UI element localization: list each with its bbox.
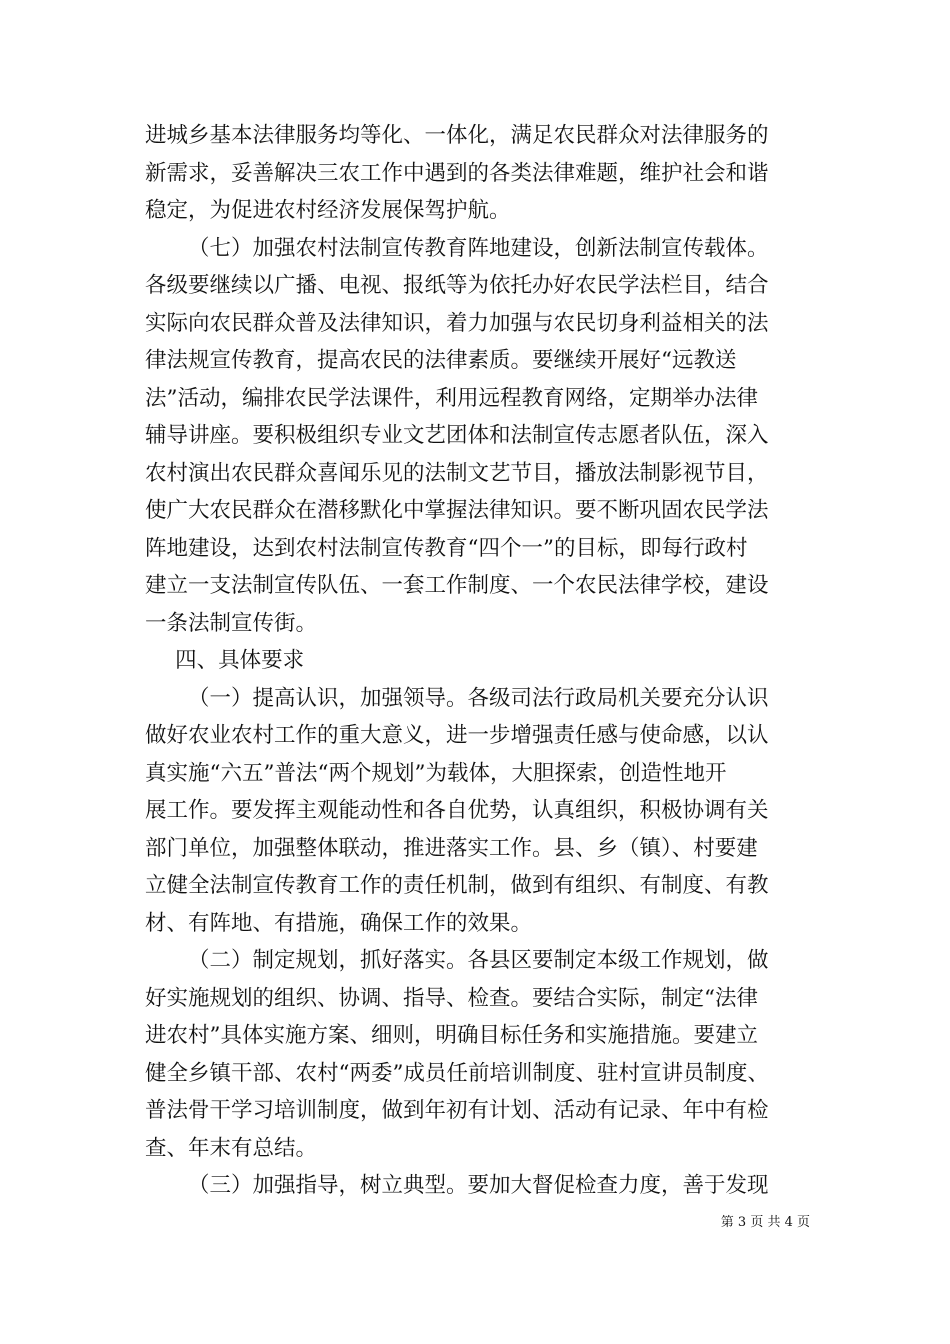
text-line: 建立一支法制宣传队伍、一套工作制度、一个农民法律学校，建设	[145, 573, 769, 598]
text-line: 健全乡镇干部、农村“两委”成员任前培训制度、驻村宣讲员制度、	[145, 1060, 769, 1086]
body-text	[145, 117, 810, 1205]
text-line: 一条法制宣传街。	[145, 610, 318, 636]
text-line: 好实施规划的组织、协调、指导、检查。要结合实际，制定“法律	[145, 985, 758, 1011]
text-line: 稳定，为促进农村经济发展保驾护航。	[145, 198, 511, 223]
text-line: 展工作。要发挥主观能动性和各自优势，认真组织，积极协调有关	[145, 798, 769, 823]
text-line: 农村演出农民群众喜闻乐见的法制文艺节目，播放法制影视节目，	[145, 460, 769, 486]
text-line: 各级要继续以广播、电视、报纸等为依托办好农民学法栏目，结合	[145, 273, 769, 298]
text-line: 真实施“六五”普法“两个规划”为载体，大胆探索，创造性地开	[145, 760, 727, 786]
text-line: 阵地建设，达到农村法制宣传教育“四个一”的目标，即每行政村	[145, 535, 748, 561]
text-line: 法”活动，编排农民学法课件，利用远程教育网络，定期举办法律	[145, 385, 758, 411]
text-line: （七）加强农村法制宣传教育阵地建设，创新法制宣传载体。	[188, 235, 769, 261]
text-line: 材、有阵地、有措施，确保工作的效果。	[145, 910, 533, 936]
text-line: 进农村”具体实施方案、细则，明确目标任务和实施措施。要建立	[145, 1023, 758, 1048]
text-line: （一）提高认识，加强领导。各级司法行政局机关要充分认识	[188, 685, 769, 711]
text-line: 做好农业农村工作的重大意义，进一步增强责任感与使命感，以认	[145, 723, 769, 748]
page-footer: 第 3 页 共 4 页	[720, 1215, 810, 1230]
text-line: （三）加强指导，树立典型。要加大督促检查力度，善于发现	[188, 1173, 769, 1198]
text-line: 立健全法制宣传教育工作的责任机制，做到有组织、有制度、有教	[145, 873, 769, 898]
text-line: 辅导讲座。要积极组织专业文艺团体和法制宣传志愿者队伍，深入	[145, 423, 769, 448]
text-line: 进城乡基本法律服务均等化、一体化，满足农民群众对法律服务的	[145, 123, 769, 148]
text-line: 实际向农民群众普及法律知识，着力加强与农民切身利益相关的法	[145, 310, 769, 336]
text-line: 律法规宣传教育，提高农民的法律素质。要继续开展好“远教送	[145, 348, 737, 373]
text-line: 部门单位，加强整体联动，推进落实工作。县、乡（镇）、村要建	[145, 835, 758, 861]
text-line: 四、具体要求	[175, 648, 305, 673]
text-line: 新需求，妥善解决三农工作中遇到的各类法律难题，维护社会和谐	[145, 160, 769, 186]
text-line: （二）制定规划，抓好落实。各县区要制定本级工作规划，做	[188, 948, 769, 973]
text-line: 查、年末有总结。	[145, 1135, 318, 1161]
text-line: 使广大农民群众在潜移默化中掌握法律知识。要不断巩固农民学法	[145, 498, 769, 523]
text-line: 普法骨干学习培训制度，做到年初有计划、活动有记录、年中有检	[145, 1098, 769, 1123]
